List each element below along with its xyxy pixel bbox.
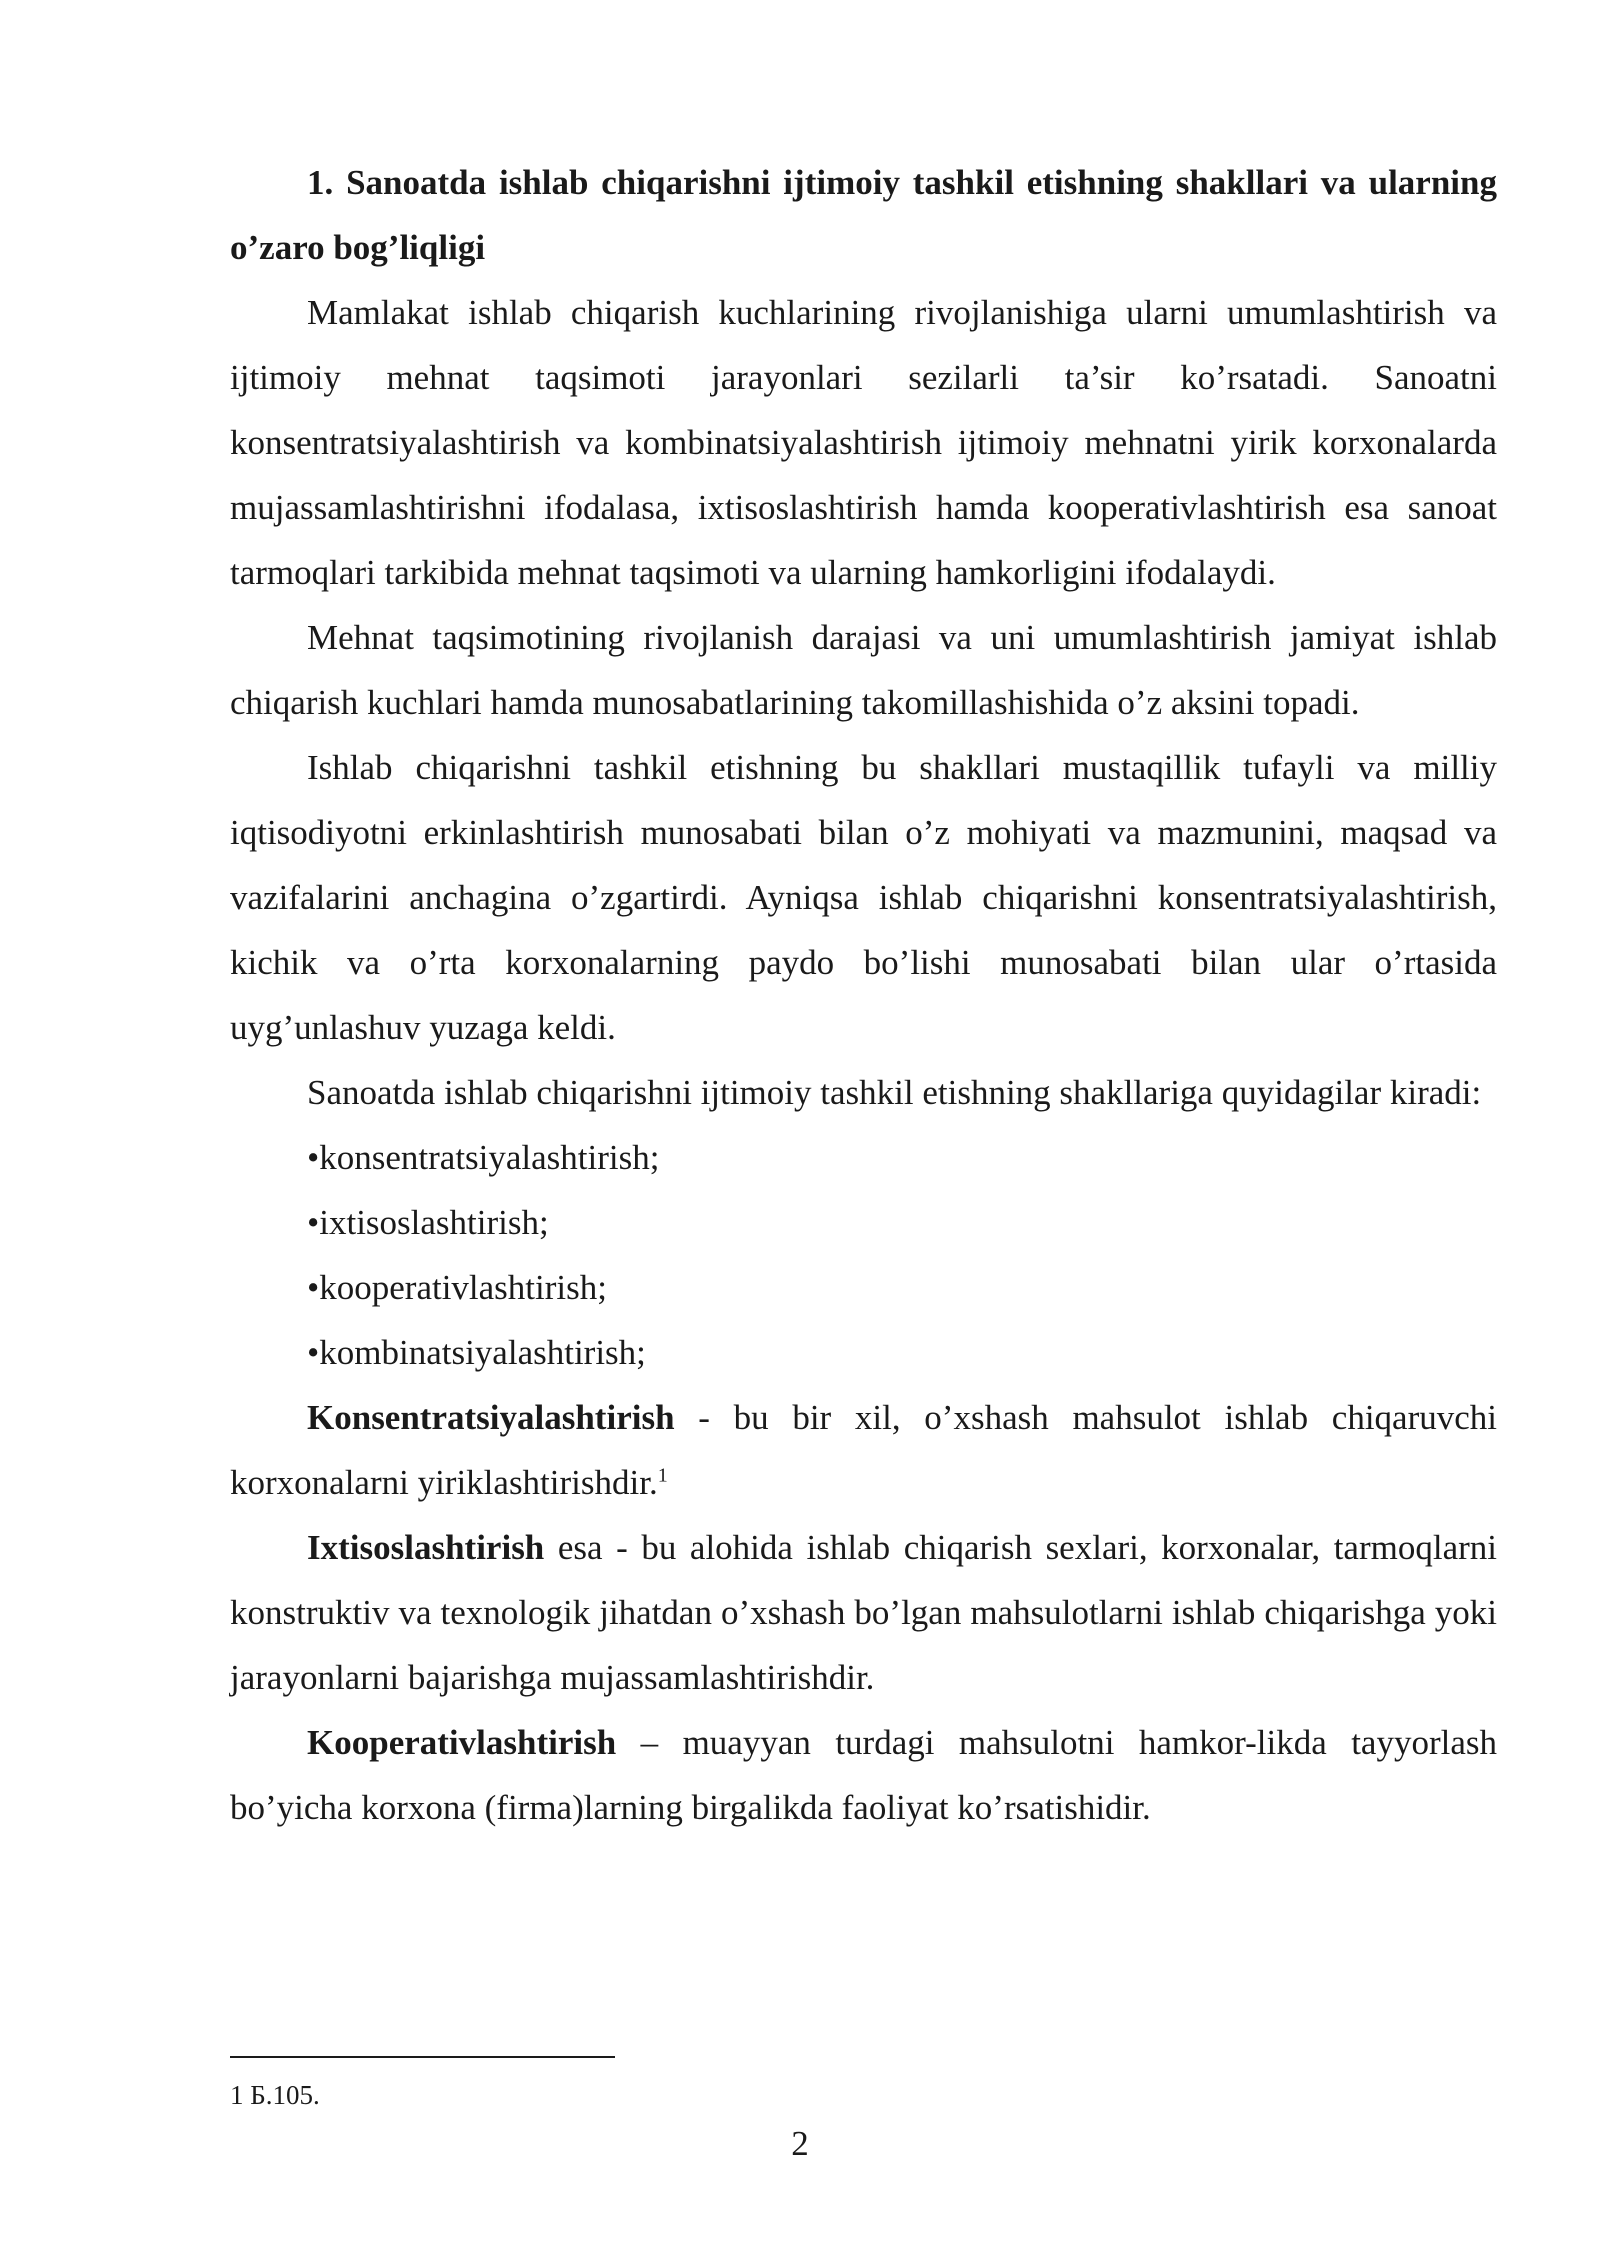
definition-paragraph — [230, 1385, 1497, 1515]
footnote-separator — [230, 2056, 615, 2058]
definition-paragraph — [230, 1515, 1497, 1710]
definition-term: Ixtisoslashtirish — [307, 1528, 545, 1567]
footnote-reference[interactable]: 1 — [657, 1464, 668, 1487]
footnote: 1 Б.105. — [230, 2080, 320, 2110]
definition-text: esa - bu alohida ishlab chiqarish sexlari, korxonalar, tarmoqlarni konstruktiv va texnologik jihatdan o’xshash bo’lgan mahsulotlarni ishlab chiqarishga yoki jarayonlarni bajarishga mujassamlashtirishdir. — [230, 1528, 1497, 1697]
document-page — [230, 150, 1497, 1840]
section-heading: 1. Sanoatda ishlab chiqarishni ijtimoiy tashkil etishning shakllari va ularning o’zaro bog’liqligi — [230, 163, 1497, 267]
definition-text: – muayyan turdagi mahsulotni hamkor-likda tayyorlash bo’yicha korxona (firma)larning birgalikda faoliyat ko’rsatishidir. — [230, 1723, 1497, 1827]
paragraph: Mamlakat ishlab chiqarish kuchlarining rivojlanishiga ularni umumlashtirish va ijtimoiy mehnat taqsimoti jarayonlari sezilarli ta’sir ko’rsatadi. Sanoatni konsentratsiyalashtirish va kombinatsiyalashtirish ijtimoiy mehnatni yirik korxonalarda mujassamlashtirishni ifodalasa, ixtisoslashtirish hamda kooperativlashtirish esa sanoat tarmoqlari tarkibida mehnat taqsimoti va ularning hamkorligini ifodalaydi. — [230, 293, 1497, 592]
definition-paragraph — [230, 1710, 1497, 1840]
list-item: •ixtisoslashtirish; — [307, 1203, 549, 1242]
paragraph: Mehnat taqsimotining rivojlanish darajasi va uni umumlashtirish jamiyat ishlab chiqarish kuchlari hamda munosabatlarining takomillashishida o’z aksini topadi. — [230, 618, 1497, 722]
list-item: •konsentratsiyalashtirish; — [307, 1138, 660, 1177]
page-number: 2 — [791, 2124, 809, 2163]
definition-text: - bu bir xil, o’xshash mahsulot ishlab chiqaruvchi korxonalarni yiriklashtirishdir. — [230, 1398, 1497, 1502]
paragraph: Sanoatda ishlab chiqarishni ijtimoiy tashkil etishning shakllariga quyidagilar kiradi: — [307, 1073, 1482, 1112]
list-item: •kombinatsiyalashtirish; — [307, 1333, 646, 1372]
paragraph: Ishlab chiqarishni tashkil etishning bu shakllari mustaqillik tufayli va milliy iqtisodiyotni erkinlashtirish munosabati bilan o’z mohiyati va mazmunini, maqsad va vazifalarini anchagina o’zgartirdi. Ayniqsa ishlab chiqarishni konsentratsiyalashtirish, kichik va o’rta korxonalarning paydo bo’lishi munosabati bilan ular o’rtasida uyg’unlashuv yuzaga keldi. — [230, 748, 1497, 1047]
list-item: •kooperativlashtirish; — [307, 1268, 607, 1307]
definition-term: Konsentratsiyalashtirish — [307, 1398, 675, 1437]
definition-term: Kooperativlashtirish — [307, 1723, 617, 1762]
